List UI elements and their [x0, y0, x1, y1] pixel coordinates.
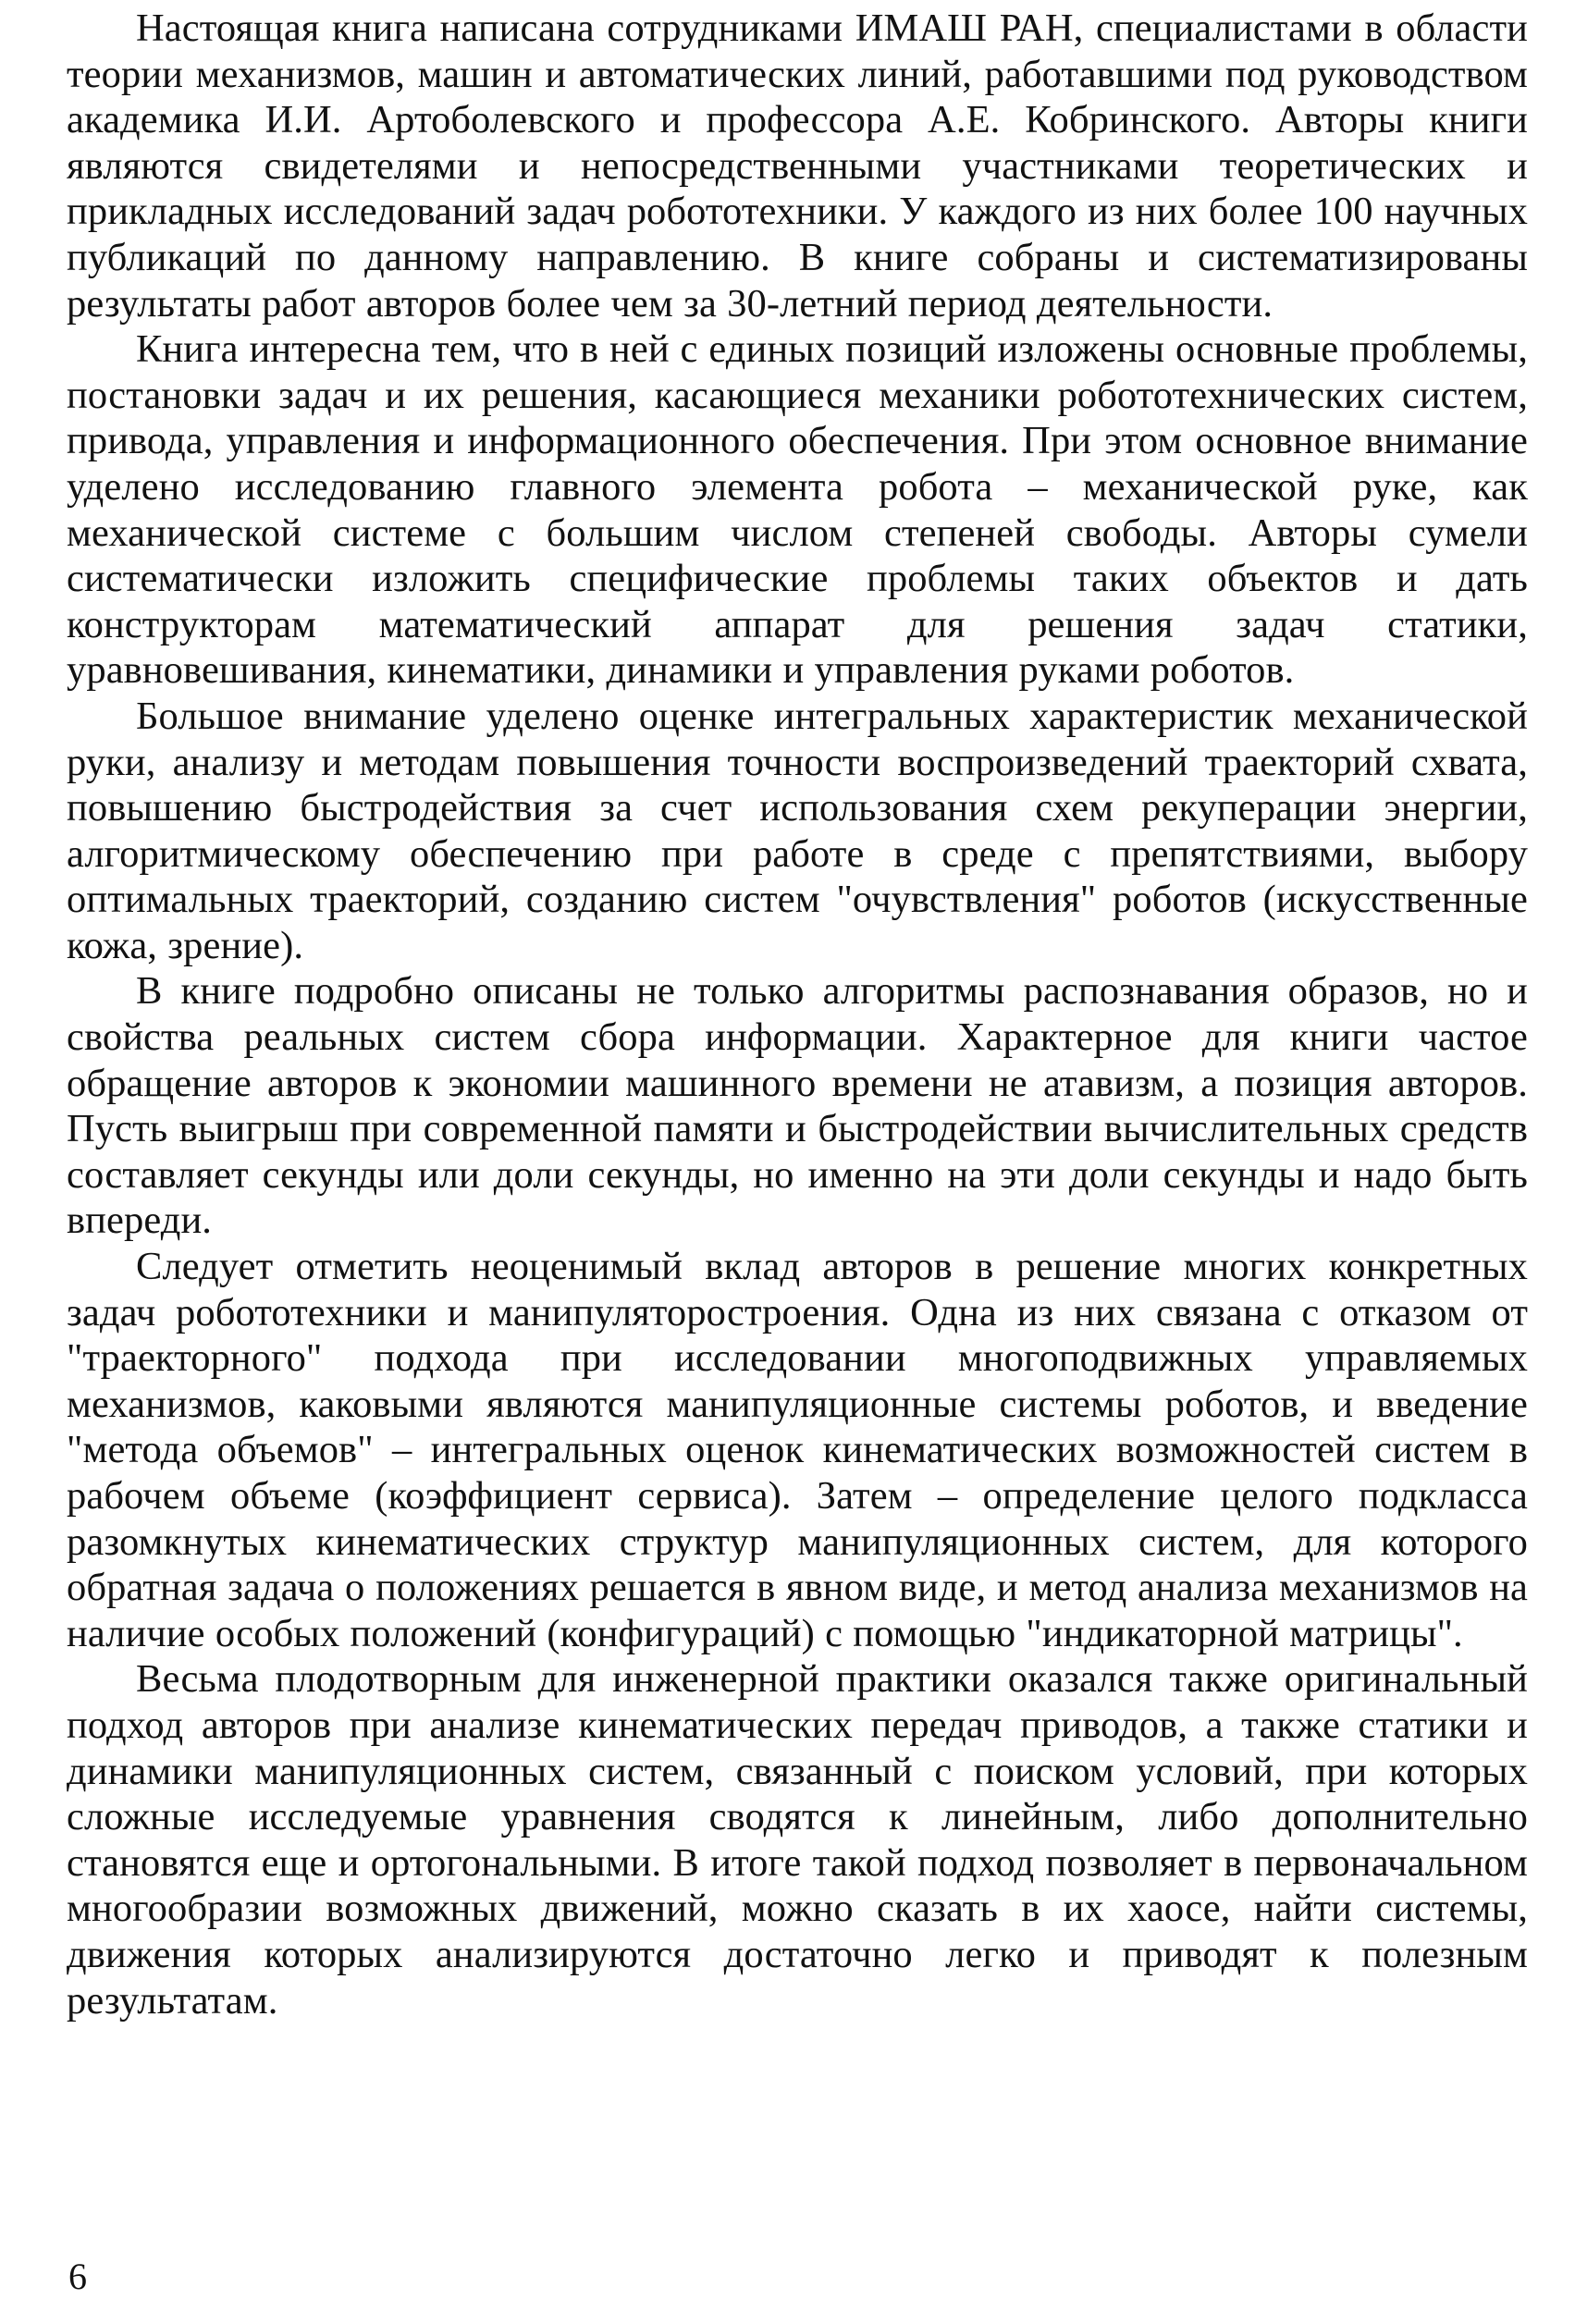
paragraph-6: Весьма плодотворным для инженерной практики оказался также оригинальный подход авторов при анализе кинематических передач приводов, а также статики и динамики манипуляционных систем, связанный с поиском условий, при которых сложные исследуемые уравнения сводятся к линейным, либо дополнительно становятся еще и ортогональными. В итоге такой подход позволяет в первоначальном многообразии возможных движений, можно сказать в их хаосе, найти системы, движения которых анализируются достаточно легко и приводят к полезным результатам. [67, 1657, 1528, 2023]
paragraph-3: Большое внимание уделено оценке интегральных характеристик механической руки, анализу и методам повышения точности воспроизведений траекторий схвата, повышению быстродействия за счет использования схем рекуперации энергии, алгоритмическому обеспечению при работе в среде с препятствиями, выбору оптимальных траекторий, созданию систем "очувствления" роботов (искусственные кожа, зрение). [67, 694, 1528, 967]
paragraph-4: В книге подробно описаны не только алгоритмы распознавания образов, но и свойства реальных систем сбора информации. Характерное для книги частое обращение авторов к экономии машинного времени не атавизм, а позиция авторов. Пусть выигрыш при современной памяти и быстродействии вычислительных средств составляет секунды или доли секунды, но именно на эти доли секунды и надо быть впереди. [67, 969, 1528, 1243]
paragraph-2: Книга интересна тем, что в ней с единых позиций изложены основные проблемы, постановки задач и их решения, касающиеся механики робототехнических систем, привода, управления и информационного обеспечения. При этом основное внимание уделено исследованию главного элемента робота – механической руке, как механической системе с большим числом степеней свободы. Авторы сумели систематически изложить специфические проблемы таких объектов и дать конструкторам математический аппарат для решения задач статики, уравновешивания, кинематики, динамики и управления руками роботов. [67, 327, 1528, 693]
page-number: 6 [68, 2256, 87, 2297]
document-page [67, 6, 1528, 2207]
paragraph-1: Настоящая книга написана сотрудниками ИМАШ РАН, специалистами в области теории механизмов, машин и автоматических линий, работавшими под руководством академика И.И. Артоболевского и профессора А.Е. Кобринского. Авторы книги являются свидетелями и непосредственными участниками теоретических и прикладных исследований задач робототехники. У каждого из них более 100 научных публикаций по данному направлению. В книге собраны и систематизированы результаты работ авторов более чем за 30-летний период деятельности. [67, 6, 1528, 326]
paragraph-5: Следует отметить неоценимый вклад авторов в решение многих конкретных задач робототехники и манипуляторостроения. Одна из них связана с отказом от "траекторного" подхода при исследовании многоподвижных управляемых механизмов, каковыми являются манипуляционные системы роботов, и введение "метода объемов" – интегральных оценок кинематических возможностей систем в рабочем объеме (коэффициент сервиса). Затем – определение целого подкласса разомкнутых кинематических структур манипуляционных систем, для которого обратная задача о положениях решается в явном виде, и метод анализа механизмов на наличие особых положений (конфигураций) с помощью "индикаторной матрицы". [67, 1245, 1528, 1655]
